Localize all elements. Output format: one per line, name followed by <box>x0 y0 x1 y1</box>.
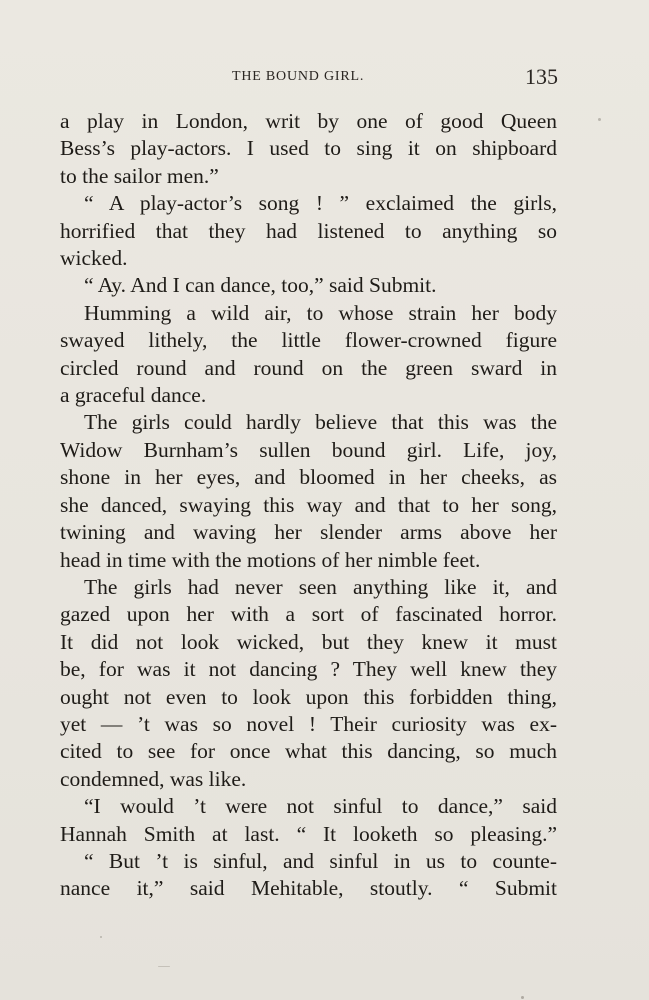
paragraph <box>60 272 557 299</box>
text-line: condemned, was like. <box>60 766 247 791</box>
paragraph <box>60 108 557 190</box>
text-line: Widow Burnham’s sullen bound girl. Life, joy, <box>60 437 557 462</box>
text-line: wicked. <box>60 246 128 271</box>
paper-speck <box>521 996 524 999</box>
paragraph <box>60 793 557 848</box>
paragraph <box>60 300 557 410</box>
paragraph <box>60 574 557 793</box>
text-line: nance it,” said Mehitable, stoutly. “ Submit <box>60 876 557 901</box>
text-line: ought not even to look upon this forbidden thing, <box>60 684 557 709</box>
text-line: a graceful dance. <box>60 383 207 408</box>
text-line: a play in London, writ by one of good Queen <box>60 109 557 133</box>
text-line: swayed lithely, the little flower-crowned figure <box>60 328 557 353</box>
text-line: be, for was it not dancing ? They well knew they <box>60 657 557 682</box>
paragraph <box>60 190 557 272</box>
text-line: It did not look wicked, but they knew it must <box>60 629 557 654</box>
body-text <box>60 108 557 903</box>
page-number: 135 <box>525 64 558 89</box>
text-line: horrified that they had listened to anything so <box>60 218 557 243</box>
text-line: “I would ’t were not sinful to dance,” said <box>84 794 557 819</box>
text-line: head in time with the motions of her nimble feet. <box>60 547 481 572</box>
text-line: The girls could hardly believe that this was the <box>84 410 557 435</box>
text-line: yet — ’t was so novel ! Their curiosity was ex- <box>60 711 557 736</box>
text-line: “ A play-actor’s song ! ” exclaimed the girls, <box>84 191 557 216</box>
paragraph <box>60 409 557 573</box>
paper-speck <box>158 966 170 967</box>
text-line: cited to see for once what this dancing, so much <box>60 739 557 764</box>
text-line: Humming a wild air, to whose strain her body <box>84 300 557 325</box>
paragraph <box>60 848 557 903</box>
text-line: she danced, swaying this way and that to her song, <box>60 492 557 517</box>
text-line: The girls had never seen anything like it, and <box>84 574 557 599</box>
text-line: Bess’s play-actors. I used to sing it on shipboard <box>60 136 557 161</box>
running-head: THE BOUND GIRL. <box>232 69 365 84</box>
page-header <box>60 66 560 90</box>
text-line: “ Ay. And I can dance, too,” said Submit. <box>84 273 437 298</box>
text-line: Hannah Smith at last. “ It looketh so pleasing.” <box>60 821 557 846</box>
text-line: gazed upon her with a sort of fascinated horror. <box>60 602 557 627</box>
text-line: twining and waving her slender arms above her <box>60 520 557 545</box>
text-line: circled round and round on the green sward in <box>60 355 557 380</box>
text-line: “ But ’t is sinful, and sinful in us to counte- <box>84 848 557 873</box>
paper-speck <box>100 936 102 938</box>
text-line: to the sailor men.” <box>60 163 219 188</box>
paper-speck <box>598 118 601 121</box>
text-line: shone in her eyes, and bloomed in her cheeks, as <box>60 465 557 490</box>
